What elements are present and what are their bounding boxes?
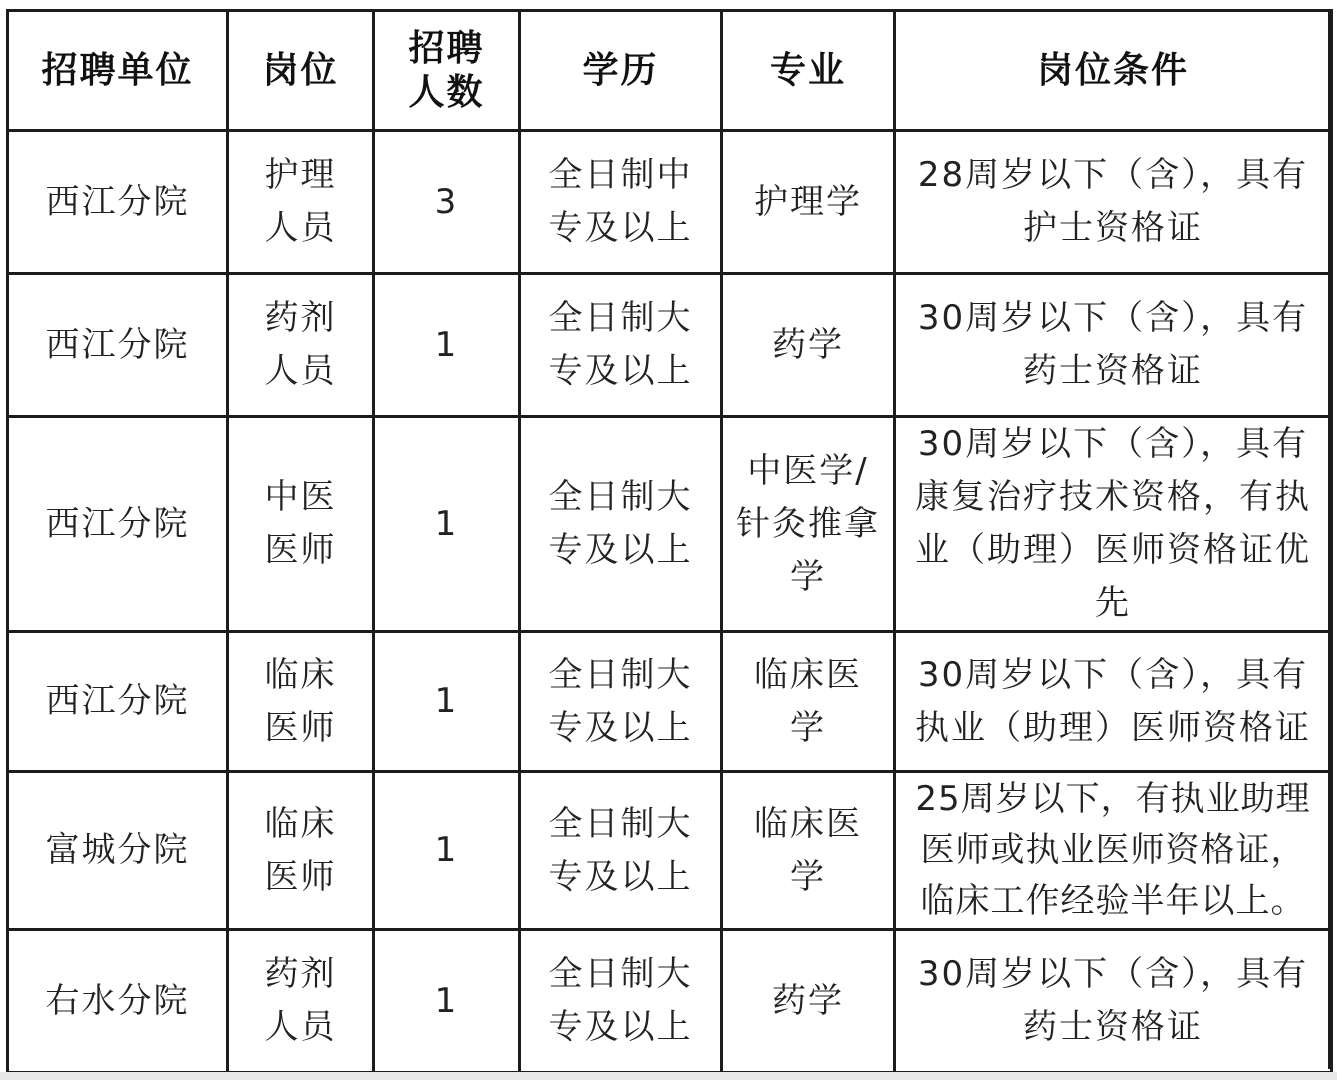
cell-major: 临床医学	[722, 632, 895, 772]
cell-education: 全日制大专及以上	[520, 930, 722, 1073]
cell-conditions: 30周岁以下（含），具有药士资格证	[895, 930, 1332, 1073]
header-major: 专业	[722, 11, 895, 131]
table-row	[8, 417, 1332, 632]
cell-major: 护理学	[722, 131, 895, 274]
cell-position: 药剂人员	[228, 274, 374, 417]
recruitment-table	[6, 9, 1333, 1074]
table-header-row	[8, 11, 1332, 131]
cell-major: 临床医学	[722, 772, 895, 930]
cell-education: 全日制大专及以上	[520, 772, 722, 930]
cell-major: 药学	[722, 930, 895, 1073]
page-bottom-shade	[0, 1072, 1337, 1080]
cell-unit: 西江分院	[8, 632, 228, 772]
cell-count: 1	[374, 772, 520, 930]
header-count: 招聘人数	[374, 11, 520, 131]
cell-position: 临床医师	[228, 772, 374, 930]
cell-unit: 富城分院	[8, 772, 228, 930]
cell-count: 1	[374, 417, 520, 632]
table-right-border	[1328, 9, 1331, 1069]
cell-count: 1	[374, 632, 520, 772]
cell-education: 全日制大专及以上	[520, 417, 722, 632]
cell-count: 1	[374, 930, 520, 1073]
table-row	[8, 131, 1332, 274]
cell-count: 3	[374, 131, 520, 274]
cell-unit: 西江分院	[8, 274, 228, 417]
header-conditions: 岗位条件	[895, 11, 1332, 131]
cell-position: 中医医师	[228, 417, 374, 632]
cell-education: 全日制大专及以上	[520, 274, 722, 417]
header-education: 学历	[520, 11, 722, 131]
cell-major: 中医学/针灸推拿学	[722, 417, 895, 632]
cell-conditions: 30周岁以下（含），具有药士资格证	[895, 274, 1332, 417]
cell-position: 药剂人员	[228, 930, 374, 1073]
table-row	[8, 930, 1332, 1073]
cell-major: 药学	[722, 274, 895, 417]
cell-conditions: 30周岁以下（含），具有执业（助理）医师资格证	[895, 632, 1332, 772]
cell-conditions: 28周岁以下（含），具有护士资格证	[895, 131, 1332, 274]
cell-education: 全日制中专及以上	[520, 131, 722, 274]
cell-position: 临床医师	[228, 632, 374, 772]
cell-unit: 西江分院	[8, 417, 228, 632]
header-unit: 招聘单位	[8, 11, 228, 131]
table-row	[8, 632, 1332, 772]
cell-count: 1	[374, 274, 520, 417]
table-row	[8, 772, 1332, 930]
cell-conditions: 25周岁以下，有执业助理医师或执业医师资格证，临床工作经验半年以上。	[895, 772, 1332, 930]
cell-education: 全日制大专及以上	[520, 632, 722, 772]
cell-position: 护理人员	[228, 131, 374, 274]
table-row	[8, 274, 1332, 417]
cell-unit: 西江分院	[8, 131, 228, 274]
header-position: 岗位	[228, 11, 374, 131]
cell-conditions: 30周岁以下（含），具有康复治疗技术资格，有执业（助理）医师资格证优先	[895, 417, 1332, 632]
cell-unit: 右水分院	[8, 930, 228, 1073]
